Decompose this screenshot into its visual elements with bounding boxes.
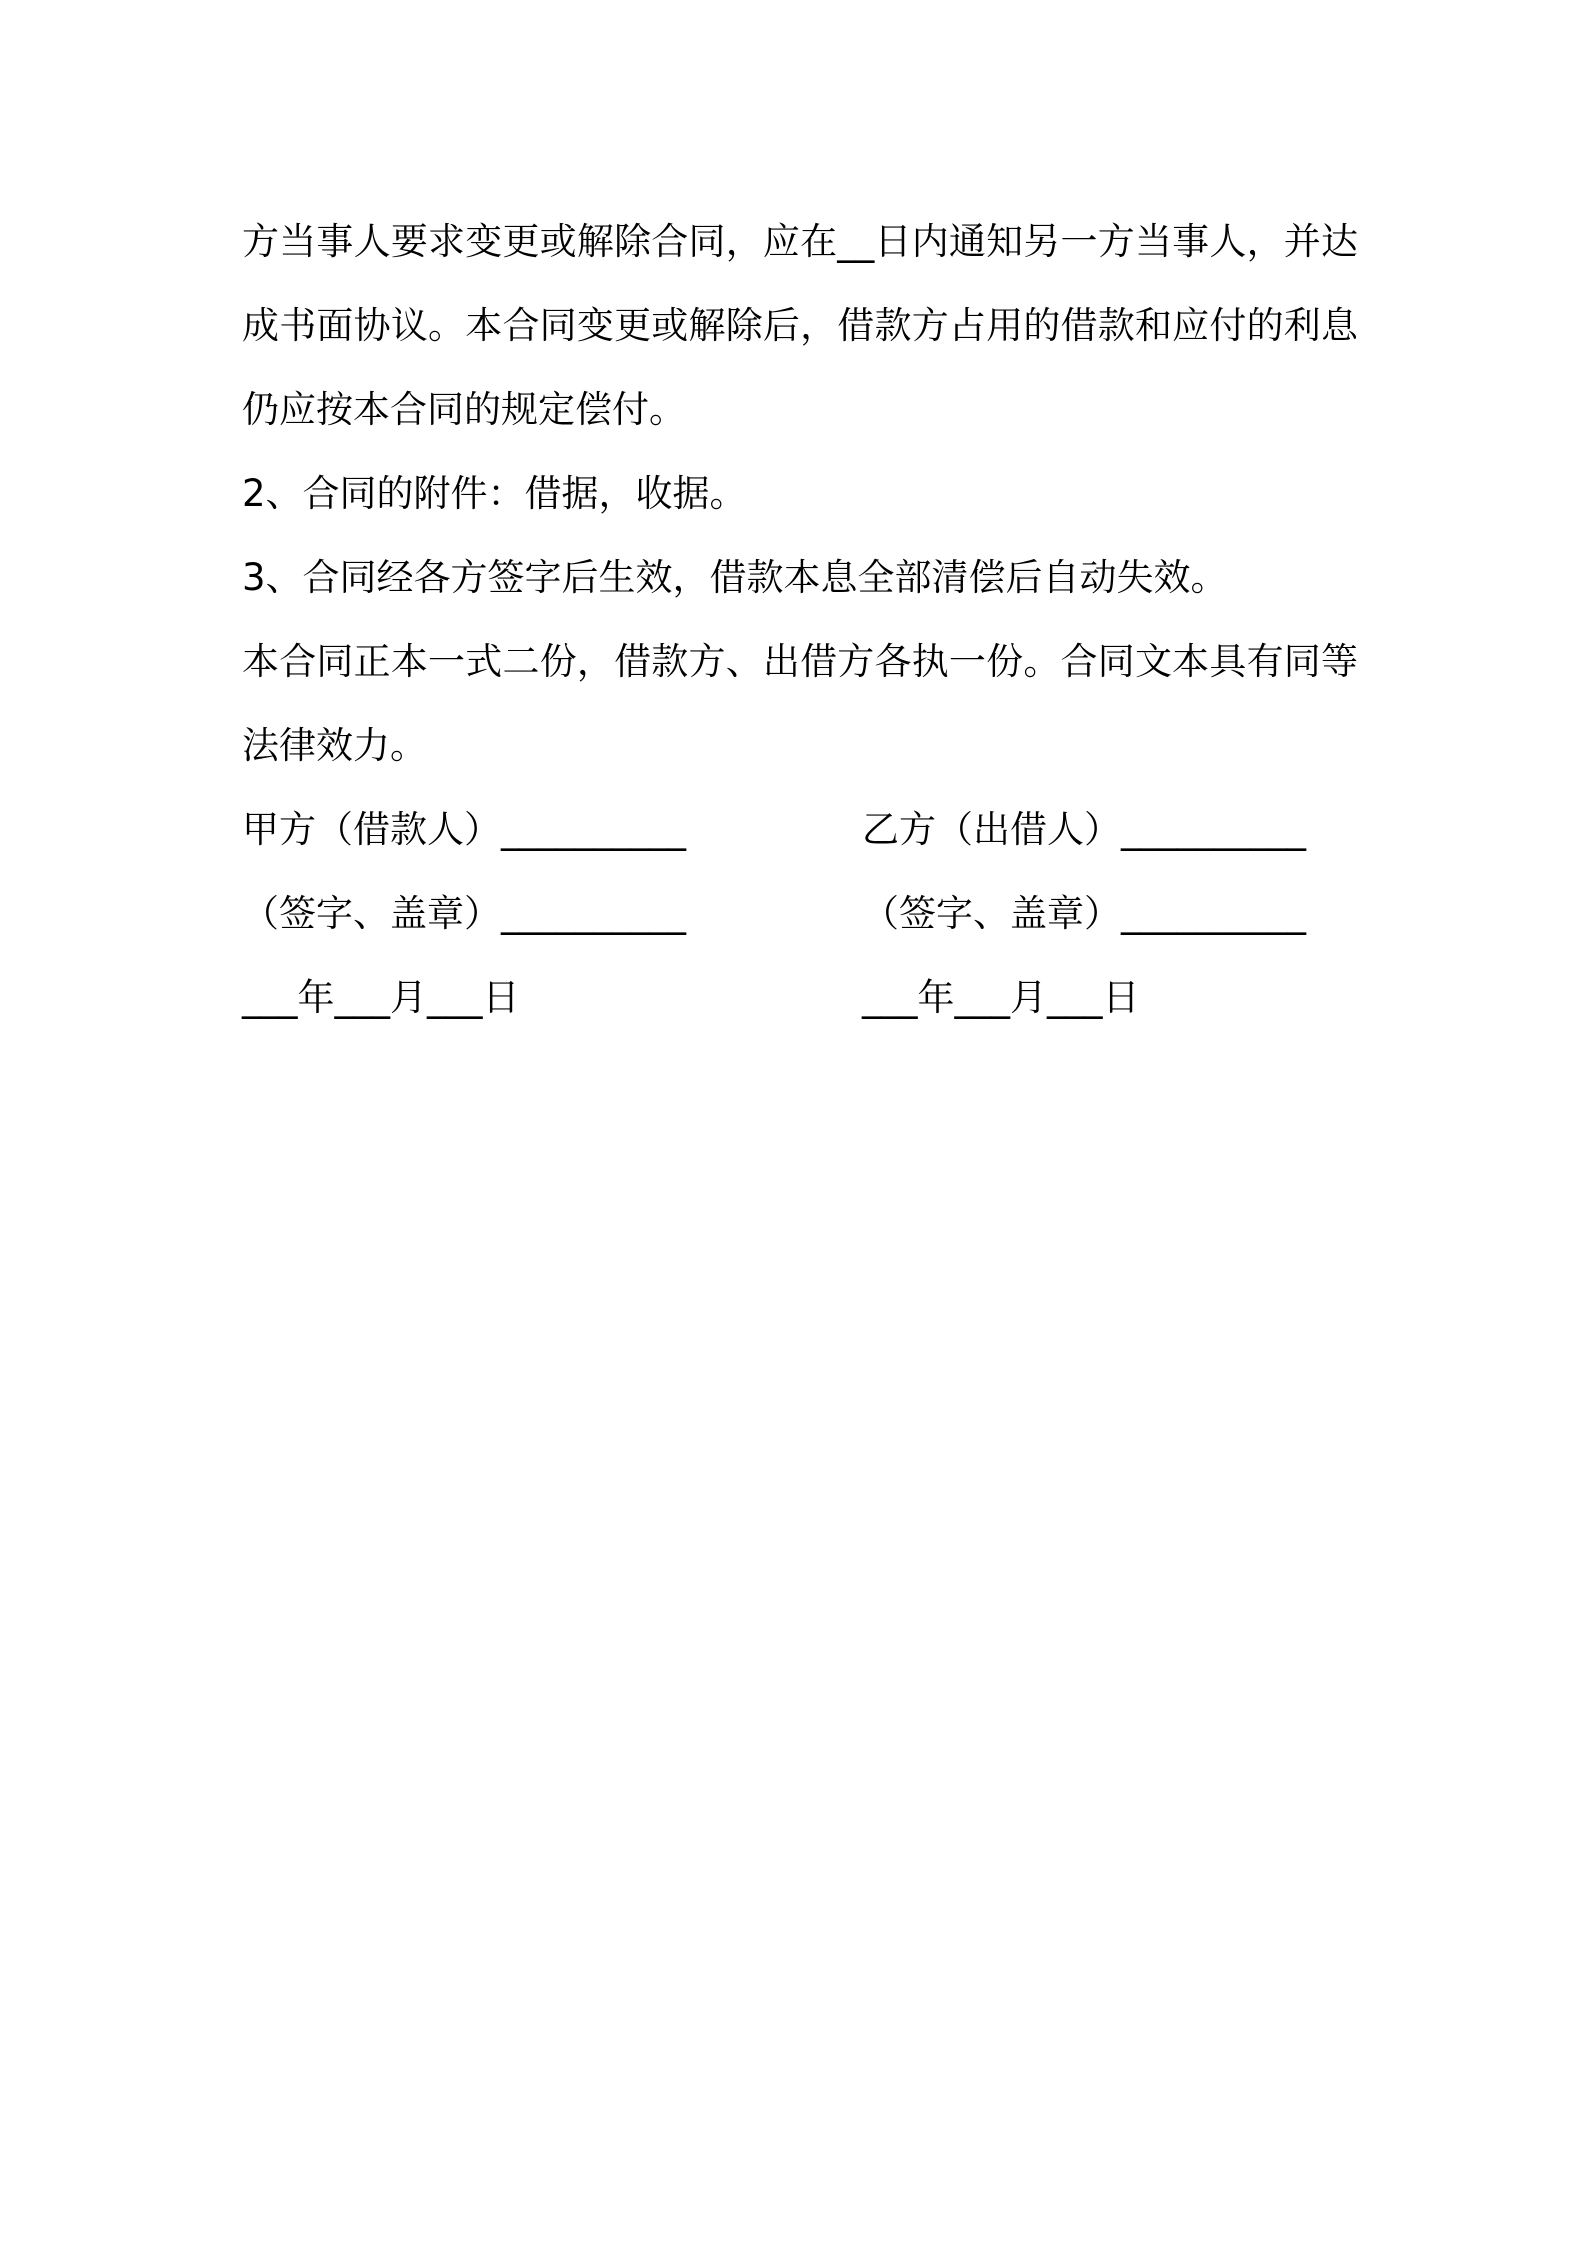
paragraph-effectiveness: 3、合同经各方签字后生效，借款本息全部清偿后自动失效。 [242, 556, 1228, 599]
paragraph-attachments: 2、合同的附件：借据，收据。 [242, 472, 747, 515]
signature-row-party [242, 788, 1358, 872]
signature-row-seal [242, 872, 1358, 956]
document-body [242, 200, 1358, 1040]
paragraph-copies: 本合同正本一式二份，借款方、出借方各执一份。合同文本具有同等法律效力。 [242, 640, 1358, 767]
paragraph-contract-change: 方当事人要求变更或解除合同，应在__日内通知另一方当事人，并达成书面协议。本合同变更或解除后，借款方占用的借款和应付的利息仍应按本合同的规定偿付。 [242, 220, 1358, 431]
signature-row-date [242, 956, 1358, 1040]
party-b-sign-line: （签字、盖章）__________ [862, 892, 1306, 935]
party-a-name-line: 甲方（借款人）__________ [242, 808, 686, 851]
party-a-sign-line: （签字、盖章）__________ [242, 892, 686, 935]
party-a-date-line: ___年___月___日 [242, 976, 520, 1019]
party-b-date-line: ___年___月___日 [862, 976, 1140, 1019]
party-b-name-line: 乙方（出借人）__________ [862, 808, 1306, 851]
